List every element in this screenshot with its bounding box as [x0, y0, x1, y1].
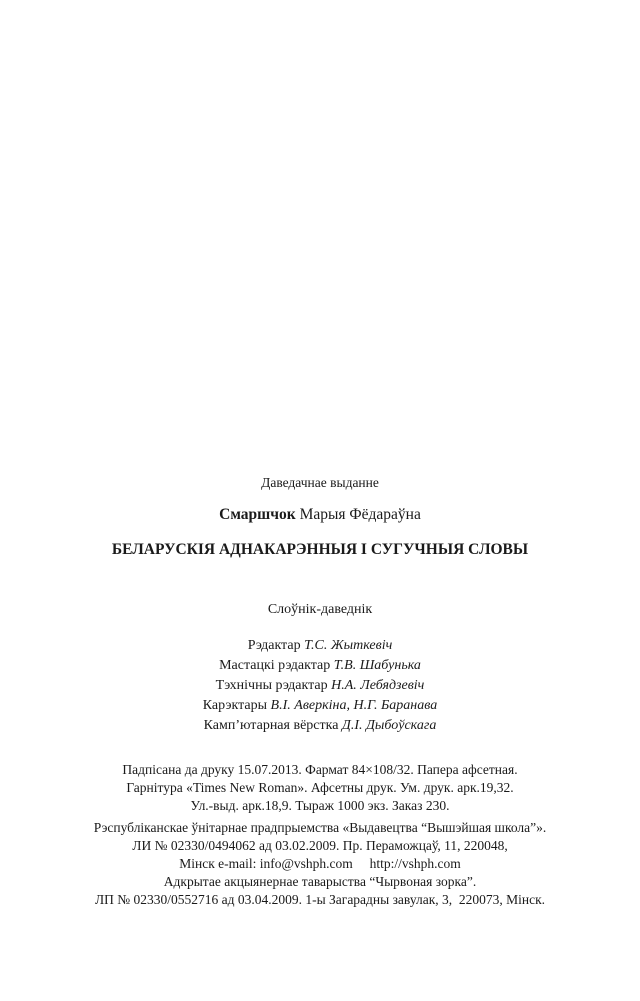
credit-proofreaders	[0, 698, 640, 714]
print-info-line: Ул.-выд. арк.18,9. Тыраж 1000 экз. Заказ 230.	[190, 798, 450, 813]
book-genre: Слоўнік-даведнік	[267, 602, 373, 617]
print-info-line: Падпісана да друку 15.07.2013. Фармат 84×108/32. Папера афсетная.	[122, 762, 518, 777]
author-surname: Смаршчок	[219, 506, 296, 523]
print-info-line: Гарнітура «Times New Roman». Афсетны друк. Ум. друк. арк.19,32.	[126, 780, 514, 795]
printer-line: Адкрытае акцыянернае таварыства “Чырвоная зорка”.	[163, 874, 477, 889]
credit-name: Т.С. Жыткевіч	[304, 638, 393, 653]
printer-line: ЛП № 02330/0552716 ад 03.04.2009. 1-ы Загарадны завулак, 3, 220073, Мінск.	[94, 892, 546, 907]
credit-role: Рэдактар	[247, 638, 301, 653]
publisher-contacts: Мінск e-mail: info@vshph.com http://vshph.com	[179, 856, 461, 871]
credit-editor	[0, 638, 640, 654]
edition-type: Даведачнае выданне	[261, 475, 379, 490]
credit-name: Н.А. Лебядзевіч	[331, 678, 425, 693]
publisher-line: Рэспубліканскае ўнітарнае прадпрыемства «Выдавецтва “Вышэйшая школа”».	[93, 820, 547, 835]
book-title: БЕЛАРУСКІЯ АДНАКАРЭННЫЯ І СУГУЧНЫЯ СЛОВЫ	[111, 541, 529, 558]
credit-name: Д.І. Дыбоўскага	[341, 718, 437, 733]
credit-name: В.І. Аверкіна, Н.Г. Баранава	[270, 698, 438, 713]
credit-role: Камп’ютарная вёрстка	[203, 718, 339, 733]
author-line	[0, 506, 640, 524]
credit-art-editor	[0, 658, 640, 674]
credit-role: Тэхнічны рэдактар	[215, 678, 328, 693]
publisher-line: ЛИ № 02330/0494062 ад 03.02.2009. Пр. Пераможцаў, 11, 220048,	[132, 838, 508, 853]
credit-role: Карэктары	[202, 698, 268, 713]
credit-name: Т.В. Шабунька	[333, 658, 421, 673]
credit-role: Мастацкі рэдактар	[219, 658, 331, 673]
credit-layout	[0, 718, 640, 734]
credit-tech-editor	[0, 678, 640, 694]
author-given-names: Марыя Фёдараўна	[299, 506, 421, 523]
